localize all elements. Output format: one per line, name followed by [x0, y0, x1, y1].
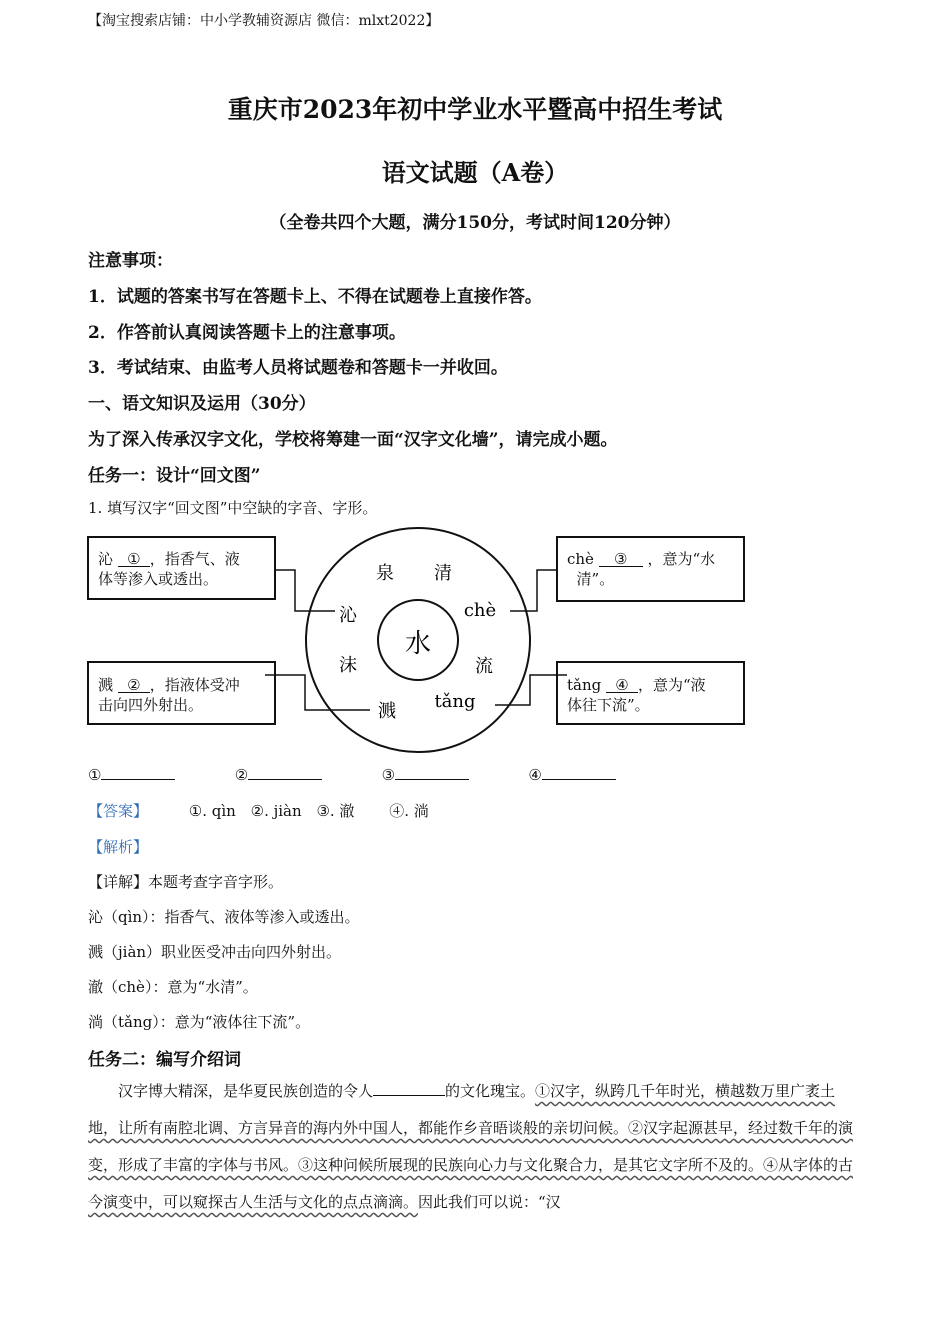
ring-char: 沁: [339, 605, 357, 626]
header-note: 【淘宝搜索店铺：中小学教辅资源店 微信：mlxt2022】: [88, 13, 440, 29]
answer-item: ①. qìn: [188, 802, 236, 820]
box-bottom-right-text: tǎng ④ ，意为“液 体往下流”。: [567, 676, 706, 714]
question-1: 1. 填写汉字“回文图”中空缺的字音、字形。: [88, 499, 378, 517]
section-heading: 一、语文知识及运用（30分）: [88, 394, 316, 414]
blank-3: ③: [382, 765, 524, 784]
center-char: 水: [404, 629, 432, 659]
answer-label: 【答案】: [88, 802, 149, 820]
ring-char: 泉: [376, 563, 394, 584]
ring-char: 流: [475, 656, 493, 677]
ring-char: tǎng: [434, 691, 476, 712]
task1-heading: 任务一：设计“回文图”: [88, 466, 261, 486]
detail-line: 澈（chè）：意为“水清”。: [88, 978, 258, 996]
exam-subtitle: 语文试题（A卷）: [381, 158, 569, 187]
detail-line: 【详解】本题考查字音字形。: [88, 873, 284, 891]
exam-title: 重庆市2023年初中学业水平暨高中招生考试: [227, 95, 723, 124]
connector-line: [265, 675, 370, 710]
notice-item: 2．作答前认真阅读答题卡上的注意事项。: [88, 323, 406, 343]
notice-item: 3．考试结束、由监考人员将试题卷和答题卡一并收回。: [88, 358, 508, 378]
answer-blanks: [88, 765, 708, 784]
detail-line: 沁（qìn）：指香气、液体等渗入或透出。: [88, 908, 360, 926]
analysis-label: 【解析】: [88, 838, 149, 856]
connector-line: [510, 570, 557, 611]
detail-line: 溅（jiàn）职业医受冲击向四外射出。: [88, 943, 342, 961]
answer-line: [88, 800, 439, 821]
notice-item: 1．试题的答案书写在答题卡上、不得在试题卷上直接作答。: [88, 287, 542, 307]
underlined-sentences: ①汉字，纵跨几千年时光，横越数万里广袤土地，让所有南腔北调、方言异音的海内外中国人，都能作乡音晤谈般的亲切问候。②汉字起源甚早，经过数千年的演变，形成了丰富的字体与书风。③这种问候所展现的民族向心力与文化聚合力，是其它文字所不及的。④从字体的古今演变中，可以窥探古人生活与文化的点点滴滴。: [88, 1082, 854, 1211]
box-top-right-text: chè ③ ，意为“水 清”。: [567, 550, 716, 588]
task2-heading: 任务二：编写介绍词: [88, 1050, 241, 1070]
ring-char: chè: [463, 600, 497, 621]
ring-char: 清: [434, 563, 452, 584]
detail-line: 淌（tǎng）：意为“液体往下流”。: [88, 1013, 311, 1031]
answer-item: ③. 澈: [316, 802, 355, 820]
blank-2: ②: [235, 765, 377, 784]
answer-item: ④. 淌: [389, 802, 429, 820]
blank-4: ④: [528, 765, 670, 784]
ring-char: 沫: [339, 655, 357, 676]
ring-char: 溅: [378, 701, 396, 722]
blank-1: ①: [88, 765, 230, 784]
box-bottom-left-text: 溅 ② ，指液体受冲 击向四外射出。: [98, 676, 240, 714]
intro-text: 为了深入传承汉字文化，学校将筹建一面“汉字文化墙”，请完成小题。: [88, 430, 618, 450]
passage: 汉字博大精深，是华夏民族创造的令人 的文化瑰宝。①汉字，纵跨几千年时光，横越数万里广袤土地，让所有南腔北调、方言异音的海内外中国人，都能作乡音晤谈般的亲切问候。②汉字起源甚早，经过数千年的演变，形成了丰富的字体与书风。③这种问候所展现的民族向心力与文化聚合力，是其它文字所不及的。④从字体的古今演变中，可以窥探古人生活与文化的点点滴滴。因此我们可以说：“汉: [88, 1082, 854, 1211]
answer-item: ②. jiàn: [250, 802, 302, 820]
exam-info: （全卷共四个大题，满分150分，考试时间120分钟）: [269, 213, 681, 233]
notice-heading: 注意事项：: [88, 251, 173, 271]
box-top-left-text: 沁 ① ，指香气、液 体等渗入或透出。: [98, 550, 240, 588]
